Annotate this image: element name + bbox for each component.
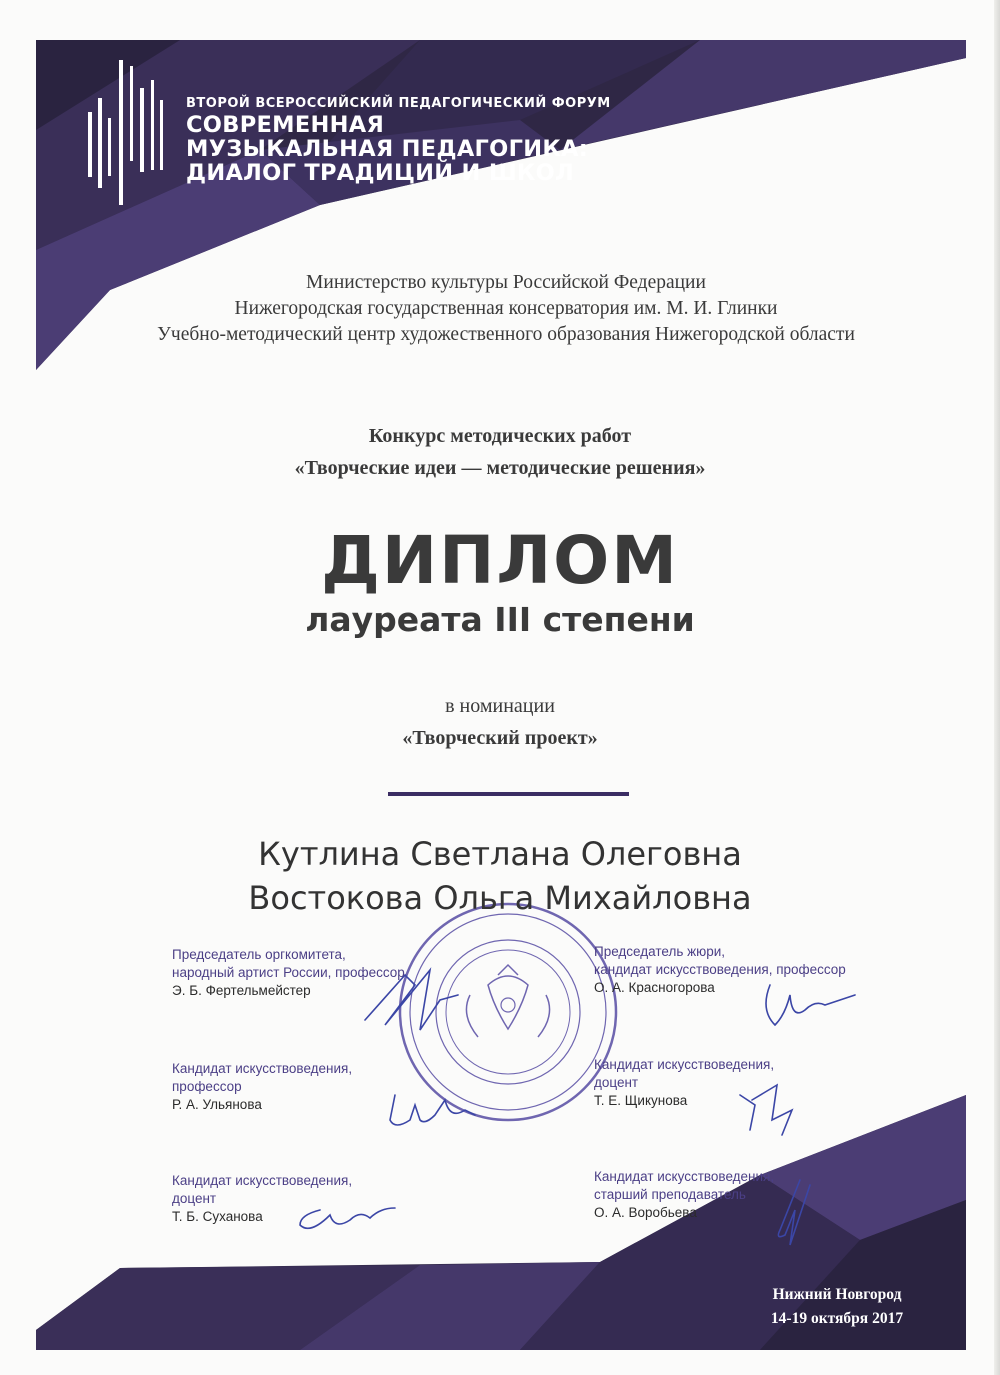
forum-title-line-2: МУЗЫКАЛЬНАЯ ПЕДАГОГИКА: [186, 136, 589, 162]
diploma-subtitle: лауреата III степени [305, 600, 695, 639]
signatory-block [172, 1172, 352, 1226]
signatory-role: народный артист России, профессор [172, 965, 405, 980]
signatory-name: О. А. Красногорова [594, 980, 715, 995]
nomination [0, 690, 1000, 754]
organizers [0, 270, 1000, 348]
signatory-role: профессор [172, 1079, 242, 1094]
signatory-role: Кандидат искусствоведения, [172, 1173, 353, 1188]
signatory-name: Р. А. Ульянова [172, 1097, 262, 1112]
signatory-name: Т. Е. Щикунова [594, 1093, 688, 1108]
footer-dates: 14-19 октября 2017 [770, 1310, 904, 1327]
signatory-name: О. А. Воробьева [594, 1205, 697, 1220]
signatory-role: Председатель жюри, [594, 944, 726, 959]
signatory-role: старший преподаватель [594, 1187, 746, 1202]
signatory-role: доцент [172, 1191, 217, 1206]
organizer-conservatory: Нижегородская государственная консерватория им. М. И. Глинки [234, 298, 778, 319]
nomination-prefix: в номинации [445, 695, 555, 717]
forum-name: ВТОРОЙ ВСЕРОССИЙСКИЙ ПЕДАГОГИЧЕСКИЙ ФОРУМ [186, 96, 611, 111]
signatory-role: Председатель оргкомитета, [172, 947, 346, 962]
signatory-block [172, 946, 405, 1000]
signatory-block [594, 1168, 774, 1222]
signatory-role: Кандидат искусствоведения, [172, 1061, 353, 1076]
signatory-name: Т. Б. Суханова [172, 1209, 263, 1224]
signatory-role: Кандидат искусствоведения, [594, 1169, 775, 1184]
signatory-block [594, 943, 846, 997]
footer-city: Нижний Новгород [772, 1286, 902, 1303]
organizer-ministry: Министерство культуры Российской Федерации [306, 272, 706, 293]
awardee-name: Востокова Ольга Михайловна [248, 879, 752, 917]
footer-place-date [752, 1283, 922, 1331]
contest-title [0, 420, 1000, 484]
awardees [0, 832, 1000, 920]
nomination-name: «Творческий проект» [402, 727, 598, 749]
signatory-block [172, 1060, 352, 1114]
forum-header [186, 96, 611, 185]
awardee-name: Кутлина Светлана Олеговна [258, 835, 742, 873]
organizer-center: Учебно-методический центр художественного образования Нижегородской области [157, 324, 855, 345]
forum-title-line-1: СОВРЕМЕННАЯ [186, 112, 385, 138]
contest-line-1: Конкурс методических работ [368, 425, 632, 447]
signatory-role: Кандидат искусствоведения, [594, 1057, 775, 1072]
divider-line [388, 792, 629, 796]
signatory-role: доцент [594, 1075, 639, 1090]
signatory-role: кандидат искусствоведения, профессор [594, 962, 846, 977]
diploma-title: ДИПЛОМ [321, 522, 679, 599]
forum-title-line-3: ДИАЛОГ ТРАДИЦИЙ И ШКОЛ [186, 160, 575, 186]
signatory-block [594, 1056, 774, 1110]
contest-line-2: «Творческие идеи — методические решения» [294, 457, 706, 479]
signatory-name: Э. Б. Фертельмейстер [172, 983, 311, 998]
